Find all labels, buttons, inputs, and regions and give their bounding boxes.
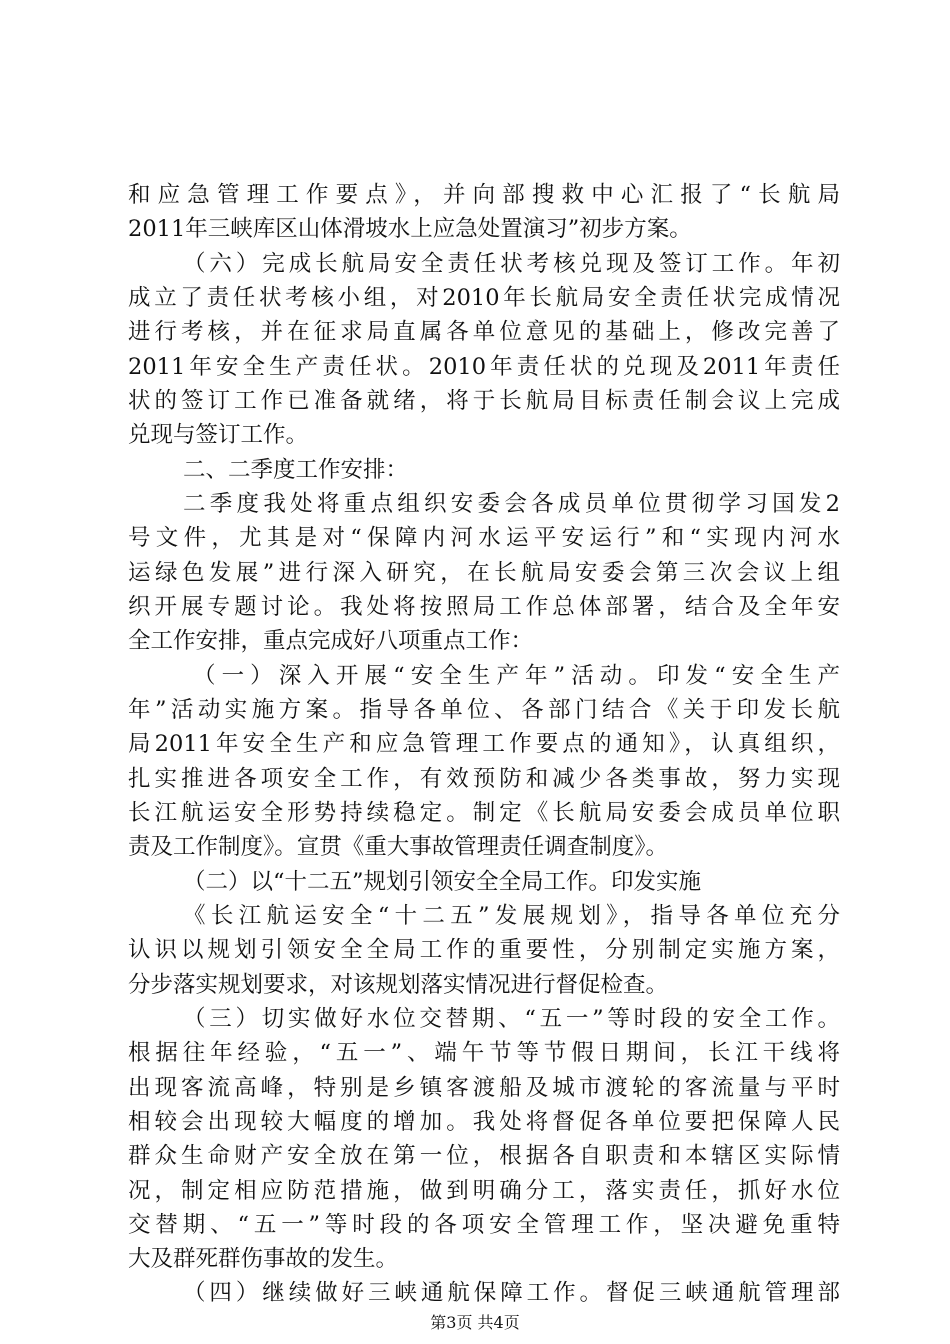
text-line: 状的签订工作已准备就绪，将于长航局目标责任制会议上完成 <box>128 388 840 414</box>
text-line: 相较会出现较大幅度的增加。我处将督促各单位要把保障人民 <box>128 1109 840 1135</box>
section-heading: 二、二季度工作安排： <box>183 457 409 483</box>
text-line: 认识以规划引领安全全局工作的重要性，分别制定实施方案， <box>128 937 840 963</box>
text-line: 号文件，尤其是对“保障内河水运平安运行”和“实现内河水 <box>128 525 840 551</box>
text-line: 年”活动实施方案。指导各单位、各部门结合《关于印发长航 <box>128 697 840 723</box>
text-line: （二）以“十二五”规划引领安全全局工作。印发实施 <box>183 869 702 895</box>
text-line: 和应急管理工作要点》，并向部搜救中心汇报了“长航局 <box>128 182 840 208</box>
text-line: 局2011年安全生产和应急管理工作要点的通知》，认真组织， <box>128 731 840 757</box>
text-line: 运绿色发展”进行深入研究，在长航局安委会第三次会议上组 <box>128 560 840 586</box>
text-line: 长江航运安全形势持续稳定。制定《长航局安委会成员单位职 <box>128 800 840 826</box>
text-line: 2011年安全生产责任状。2010年责任状的兑现及2011年责任 <box>128 354 840 380</box>
text-line: （六）完成长航局安全责任状考核兑现及签订工作。年初 <box>183 251 840 277</box>
text-line: （四）继续做好三峡通航保障工作。督促三峡通航管理部 <box>183 1280 840 1306</box>
text-line: 兑现与签订工作。 <box>128 422 309 448</box>
page-number-footer: 第3页 共4页 <box>430 1313 520 1332</box>
text-line: 根据往年经验，“五一”、端午节等节假日期间，长江干线将 <box>128 1040 840 1066</box>
text-line: 二季度我处将重点组织安委会各成员单位贯彻学习国发2 <box>183 491 840 517</box>
text-line: 况，制定相应防范措施，做到明确分工，落实责任，抓好水位 <box>128 1178 840 1204</box>
text-line: 进行考核，并在征求局直属各单位意见的基础上，修改完善了 <box>128 319 840 345</box>
text-line: （三）切实做好水位交替期、“五一”等时段的安全工作。 <box>183 1006 840 1032</box>
text-line: 扎实推进各项安全工作，有效预防和减少各类事故，努力实现 <box>128 766 840 792</box>
text-line: 大及群死群伤事故的发生。 <box>128 1246 399 1272</box>
text-line: 织开展专题讨论。我处将按照局工作总体部署，结合及全年安 <box>128 594 840 620</box>
text-line: 成立了责任状考核小组，对2010年长航局安全责任状完成情况 <box>128 285 840 311</box>
text-line: 出现客流高峰，特别是乡镇客渡船及城市渡轮的客流量与平时 <box>128 1075 840 1101</box>
text-line: 2011年三峡库区山体滑坡水上应急处置演习”初步方案。 <box>128 216 692 242</box>
text-line: （一）深入开展“安全生产年”活动。印发“安全生产 <box>193 663 840 689</box>
text-line: 《长江航运安全“十二五”发展规划》，指导各单位充分 <box>183 903 840 929</box>
text-line: 群众生命财产安全放在第一位，根据各自职责和本辖区实际情 <box>128 1143 840 1169</box>
text-line: 交替期、“五一”等时段的各项安全管理工作，坚决避免重特 <box>128 1212 840 1238</box>
text-line: 分步落实规划要求，对该规划落实情况进行督促检查。 <box>128 972 669 998</box>
text-line: 责及工作制度》。宣贯《重大事故管理责任调查制度》。 <box>128 834 669 860</box>
text-line: 全工作安排，重点完成好八项重点工作： <box>128 628 534 654</box>
